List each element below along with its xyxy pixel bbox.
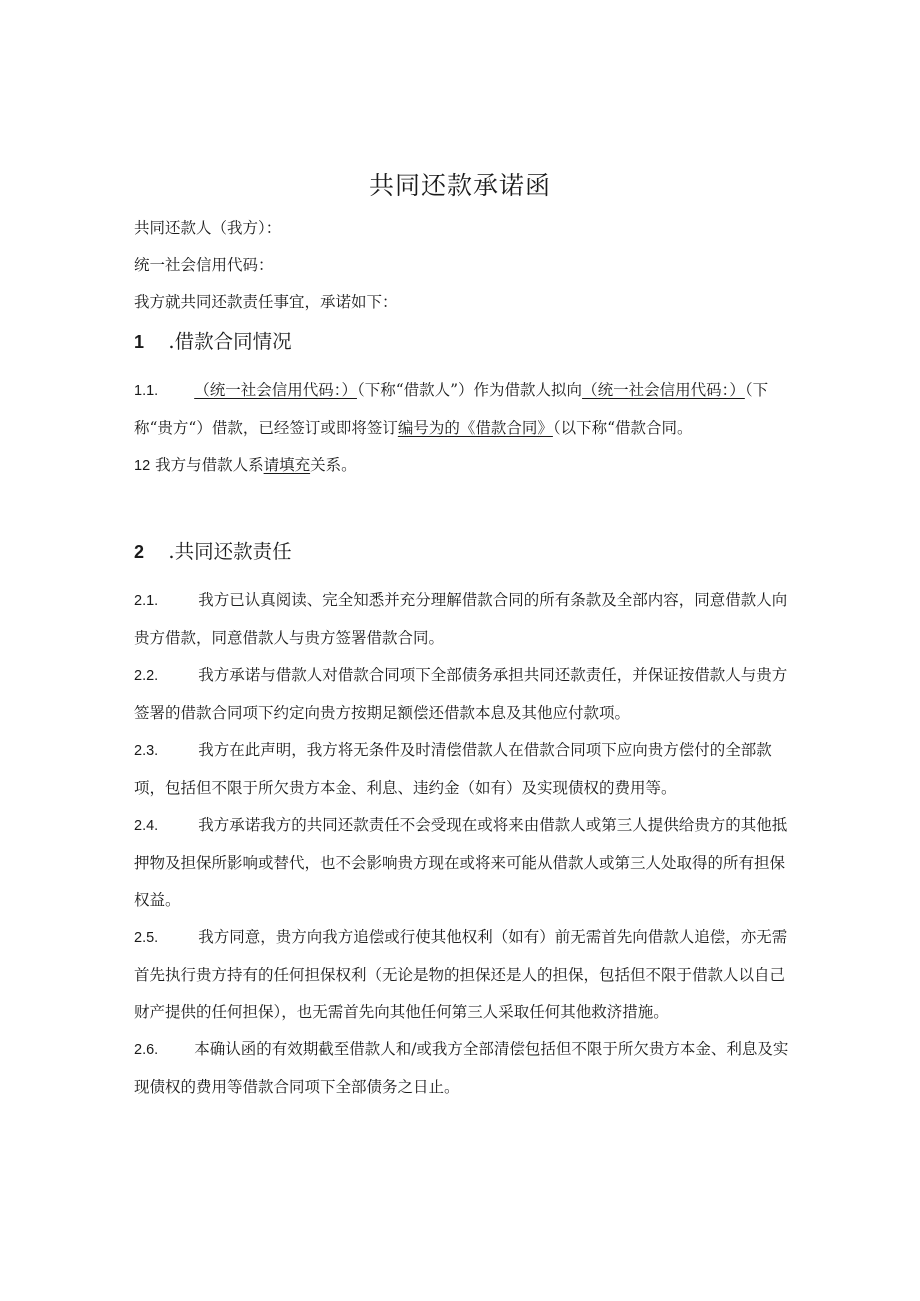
relationship-blank: 请填充 — [263, 456, 311, 474]
contract-number-blank: 编号为的《借款合同》 — [397, 419, 553, 437]
section-1-heading — [134, 326, 794, 354]
item-2-5 — [134, 919, 794, 1031]
item-2-3 — [134, 732, 794, 807]
section-1-title: .借款合同情况 — [168, 330, 292, 353]
document-title: 共同还款承诺函 — [368, 171, 551, 200]
item-1-1-text-b: （下称“贵方“）借款，已经签订或即将签订 — [134, 381, 769, 437]
item-2-6 — [134, 1031, 794, 1106]
item-2-4 — [134, 807, 794, 919]
item-2-1 — [134, 582, 794, 657]
item-1-2-text-a: 我方与借款人系 — [155, 456, 264, 474]
lender-credit-code-blank: （统一社会信用代码：） — [582, 381, 745, 399]
item-2-3-text: 我方在此声明，我方将无条件及时清偿借款人在借款合同项下应向贵方偿付的全部款项，包括但不限于所欠贵方本金、利息、违约金（如有）及实现债权的费用等。 — [134, 741, 772, 797]
item-2-4-text: 我方承诺我方的共同还款责任不会受现在或将来由借款人或第三人提供给贵方的其他抵押物及担保所影响或替代，也不会影响贵方现在或将来可能从借款人或第三人处取得的所有担保权益。 — [134, 816, 788, 909]
commitment-statement: 我方就共同还款责任事宜，承诺如下： — [134, 293, 398, 311]
section-1-number: 1 — [134, 332, 145, 352]
item-2-1-number: 2.1. — [134, 593, 159, 609]
item-2-6-number: 2.6. — [134, 1042, 159, 1058]
item-2-3-number: 2.3. — [134, 743, 159, 759]
section-2-number: 2 — [134, 542, 145, 562]
item-2-2-number: 2.2. — [134, 668, 159, 684]
item-1-1-number: 1.1. — [134, 383, 159, 399]
item-1-2 — [134, 447, 794, 485]
item-2-2 — [134, 657, 794, 732]
item-2-6-text: 本确认函的有效期截至借款人和/或我方全部清偿包括但不限于所欠贵方本金、利息及实现债权的费用等借款合同项下全部债务之日止。 — [134, 1040, 789, 1096]
item-2-5-number: 2.5. — [134, 930, 159, 946]
co-borrower-line: 共同还款人（我方）： — [134, 219, 282, 237]
item-1-1-text-c: （以下称“借款合同。 — [552, 419, 693, 437]
item-1-2-text-b: 关系。 — [310, 456, 357, 474]
item-2-2-text: 我方承诺与借款人对借款合同项下全部债务承担共同还款责任，并保证按借款人与贵方签署的借款合同项下约定向贵方按期足额偿还借款本息及其他应付款项。 — [134, 666, 788, 722]
item-1-2-number: 12 — [134, 458, 151, 474]
item-2-4-number: 2.4. — [134, 818, 159, 834]
item-2-1-text: 我方已认真阅读、完全知悉并充分理解借款合同的所有条款及全部内容，同意借款人向贵方借款，同意借款人与贵方签署借款合同。 — [134, 591, 788, 647]
section-2-heading — [134, 536, 794, 564]
item-2-5-text: 我方同意，贵方向我方追偿或行使其他权利（如有）前无需首先向借款人追偿，亦无需首先执行贵方持有的任何担保权利（无论是物的担保还是人的担保，包括但不限于借款人以自己财产提供的任何担保），也无需首先向其他任何第三人采取任何其他救济措施。 — [134, 928, 788, 1021]
borrower-credit-code-blank: （统一社会信用代码：） — [194, 381, 357, 399]
section-2-title: .共同还款责任 — [168, 540, 292, 563]
credit-code-line: 统一社会信用代码： — [134, 256, 274, 274]
item-1-1 — [134, 372, 794, 447]
item-1-1-text-a: （下称“借款人”）作为借款人拟向 — [356, 381, 583, 399]
